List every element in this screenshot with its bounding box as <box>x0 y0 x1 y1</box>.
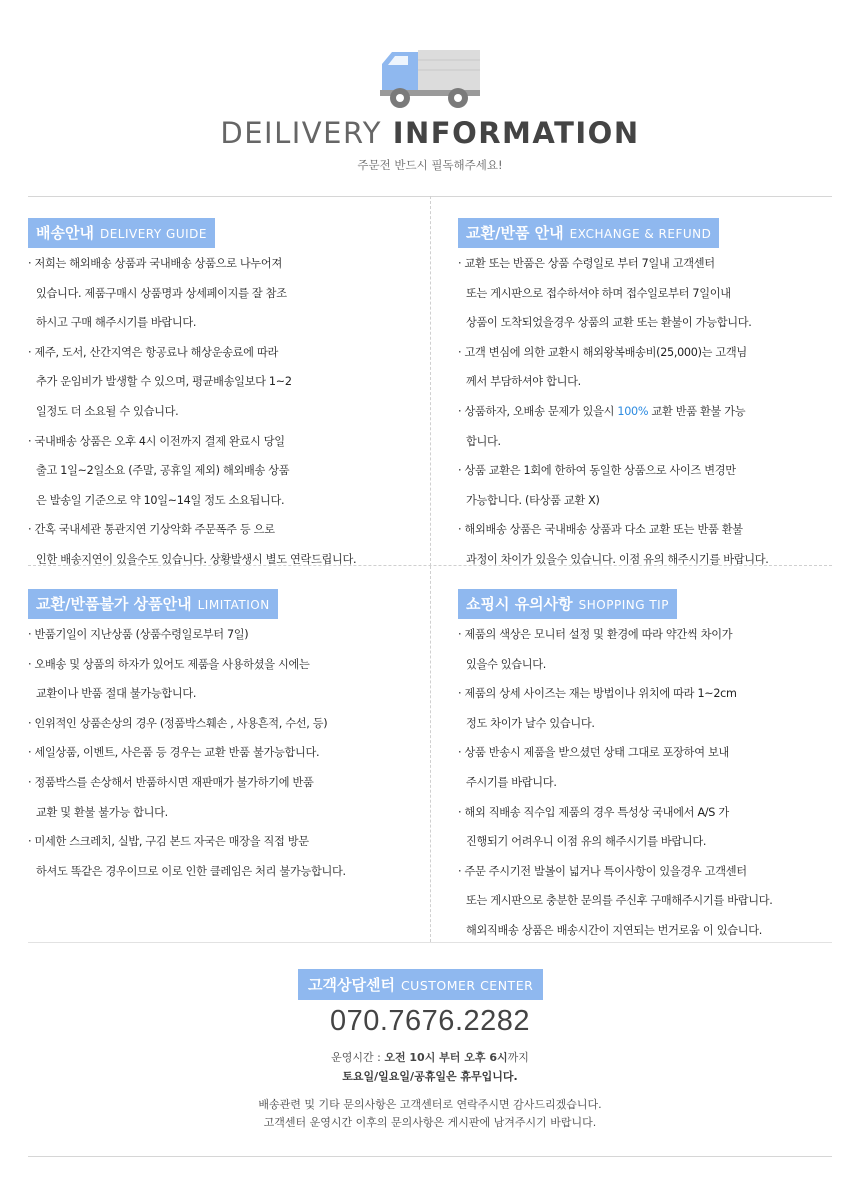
exchange-line: 합니다. <box>466 434 501 448</box>
column-divider-lower <box>430 566 431 942</box>
phone-number[interactable]: 070.7676.2282 <box>329 1005 531 1037</box>
exchange-line-text: · 상품하자, 오배송 문제가 있을시 <box>458 404 618 418</box>
delivery-line: 하시고 구매 해주시기를 바랍니다. <box>36 316 197 330</box>
holiday-notice: 토요일/일요일/공휴일은 휴무입니다. <box>342 1070 518 1083</box>
limitation-line: · 정품박스를 손상해서 반품하시면 재판매가 불가하기에 반품 <box>28 775 314 789</box>
exchange-line <box>458 397 769 427</box>
limitation-line: · 반품기일이 지난상품 (상품수령일로부터 7일) <box>28 628 249 641</box>
exchange-line: · 상품 교환은 1회에 한하여 동일한 상품으로 사이즈 변경만 <box>458 464 736 478</box>
delivery-line: · 간혹 국내세관 통관지연 기상악화 주문폭주 등 으로 <box>28 523 275 537</box>
customer-center-heading: 고객상담센터 CUSTOMER CENTER <box>298 969 543 1000</box>
shopping-line: 해외직배송 상품은 배송시간이 지연되는 번거로움 이 있습니다. <box>466 923 762 937</box>
exchange-line: 과정이 차이가 있을수 있습니다. 이점 유의 해주시기를 바랍니다. <box>466 552 769 566</box>
shopping-tip-section <box>458 589 773 946</box>
limitation-section <box>28 589 346 886</box>
bottom-divider <box>28 1156 832 1157</box>
limitation-line: · 인위적인 상품손상의 경우 (정품박스훼손 , 사용흔적, 수선, 등) <box>28 716 328 730</box>
exchange-refund-text <box>458 249 769 575</box>
delivery-line: 은 발송일 기준으로 약 10일~14일 정도 소요됩니다. <box>36 493 285 507</box>
limitation-line: · 오배송 및 상품의 하자가 있어도 제품을 사용하셨을 시에는 <box>28 657 310 671</box>
shopping-line: · 해외 직배송 직수입 제품의 경우 특성상 국내에서 A/S 가 <box>458 805 729 819</box>
column-divider-upper <box>430 196 431 566</box>
exchange-refund-heading: 교환/반품 안내 EXCHANGE & REFUND <box>458 218 719 248</box>
delivery-line: 출고 1일~2일소요 (주말, 공휴일 제외) 해외배송 상품 <box>36 464 290 478</box>
shopping-line: 진행되기 어려우니 이점 유의 해주시기를 바랍니다. <box>466 835 707 849</box>
delivery-line: 추가 운임비가 발생할 수 있으며, 평균배송일보다 1~2 <box>36 375 292 389</box>
exchange-line: · 고객 변심에 의한 교환시 해외왕복배송비(25,000)는 고객님 <box>458 345 747 359</box>
page-title <box>0 116 860 150</box>
limitation-text <box>28 620 346 886</box>
limitation-heading: 교환/반품불가 상품안내 LIMITATION <box>28 589 278 619</box>
shopping-tip-text <box>458 620 773 946</box>
delivery-guide-section <box>28 218 356 575</box>
delivery-line: · 국내배송 상품은 오후 4시 이전까지 결제 완료시 당일 <box>28 434 285 448</box>
shopping-line: · 상품 반송시 제품을 받으셨던 상태 그대로 포장하여 보내 <box>458 746 729 760</box>
exchange-line-text: 교환 반품 환불 가능 <box>648 404 746 418</box>
exchange-line: · 교환 또는 반품은 상품 수령일로 부터 7일내 고객센터 <box>458 257 715 270</box>
limitation-line: 하셔도 똑같은 경우이므로 이로 인한 클레임은 처리 불가능합니다. <box>36 864 346 878</box>
exchange-line: 께서 부담하셔야 합니다. <box>466 375 581 389</box>
delivery-line: 인한 배송지연이 있을수도 있습니다. 상황발생시 별도 연락드립니다. <box>36 552 357 566</box>
shopping-line: 있을수 있습니다. <box>466 657 547 671</box>
title-light: DEILIVERY <box>220 116 393 150</box>
delivery-line: · 제주, 도서, 산간지역은 항공료나 해상운송료에 따라 <box>28 345 278 359</box>
limitation-line: · 세일상품, 이벤트, 사은품 등 경우는 교환 반품 불가능합니다. <box>28 746 320 760</box>
delivery-guide-heading: 배송안내 DELIVERY GUIDE <box>28 218 215 248</box>
delivery-guide-text <box>28 249 356 575</box>
limitation-line: 교환 및 환불 불가능 합니다. <box>36 805 168 819</box>
shopping-line: · 제품의 색상은 모니터 설정 및 환경에 따라 약간씩 차이가 <box>458 628 733 641</box>
exchange-line: 가능합니다. (타상품 교환 X) <box>466 493 600 507</box>
delivery-line: · 저희는 해외배송 상품과 국내배송 상품으로 나누어져 <box>28 257 282 270</box>
title-bold: INFORMATION <box>392 116 640 150</box>
exchange-line: 또는 게시판으로 접수하셔야 하며 접수일로부터 7일이내 <box>466 286 731 300</box>
shopping-line: 정도 차이가 날수 있습니다. <box>466 716 595 730</box>
shopping-line: 또는 게시판으로 충분한 문의를 주신후 구매해주시기를 바랍니다. <box>466 894 773 908</box>
delivery-line: 있습니다. 제품구매시 상품명과 상세페이지를 잘 참조 <box>36 286 287 300</box>
after-hours-note: 고객센터 운영시간 이후의 문의사항은 게시판에 남겨주시기 바랍니다. <box>263 1116 597 1129</box>
page-subtitle: 주문전 반드시 필독해주세요! <box>357 158 503 172</box>
shopping-tip-heading: 쇼핑시 유의사항 SHOPPING TIP <box>458 589 677 619</box>
shopping-line: · 제품의 상세 사이즈는 재는 방법이나 위치에 따라 1~2cm <box>458 687 737 701</box>
exchange-refund-section <box>458 218 769 575</box>
limitation-line: · 미세한 스크레치, 실밥, 구김 본드 자국은 매장을 직접 방문 <box>28 835 309 849</box>
highlight-percent: 100% <box>617 404 649 418</box>
limitation-line: 교환이나 반품 절대 불가능합니다. <box>36 687 197 701</box>
exchange-line: · 해외배송 상품은 국내배송 상품과 다소 교환 또는 반품 환불 <box>458 523 743 537</box>
shopping-line: · 주문 주시기전 발볼이 넓거나 특이사항이 있을경우 고객센터 <box>458 864 747 878</box>
delivery-line: 일정도 더 소요될 수 있습니다. <box>36 404 179 418</box>
operating-hours: 운영시간 : 오전 10시 부터 오후 6시까지 <box>331 1051 529 1064</box>
shopping-line: 주시기를 바랍니다. <box>466 775 557 789</box>
contact-note: 배송관련 및 기타 문의사항은 고객센터로 연락주시면 감사드리겠습니다. <box>258 1098 602 1111</box>
exchange-line: 상품이 도착되었을경우 상품의 교환 또는 환불이 가능합니다. <box>466 316 752 330</box>
delivery-truck-icon <box>378 48 482 110</box>
